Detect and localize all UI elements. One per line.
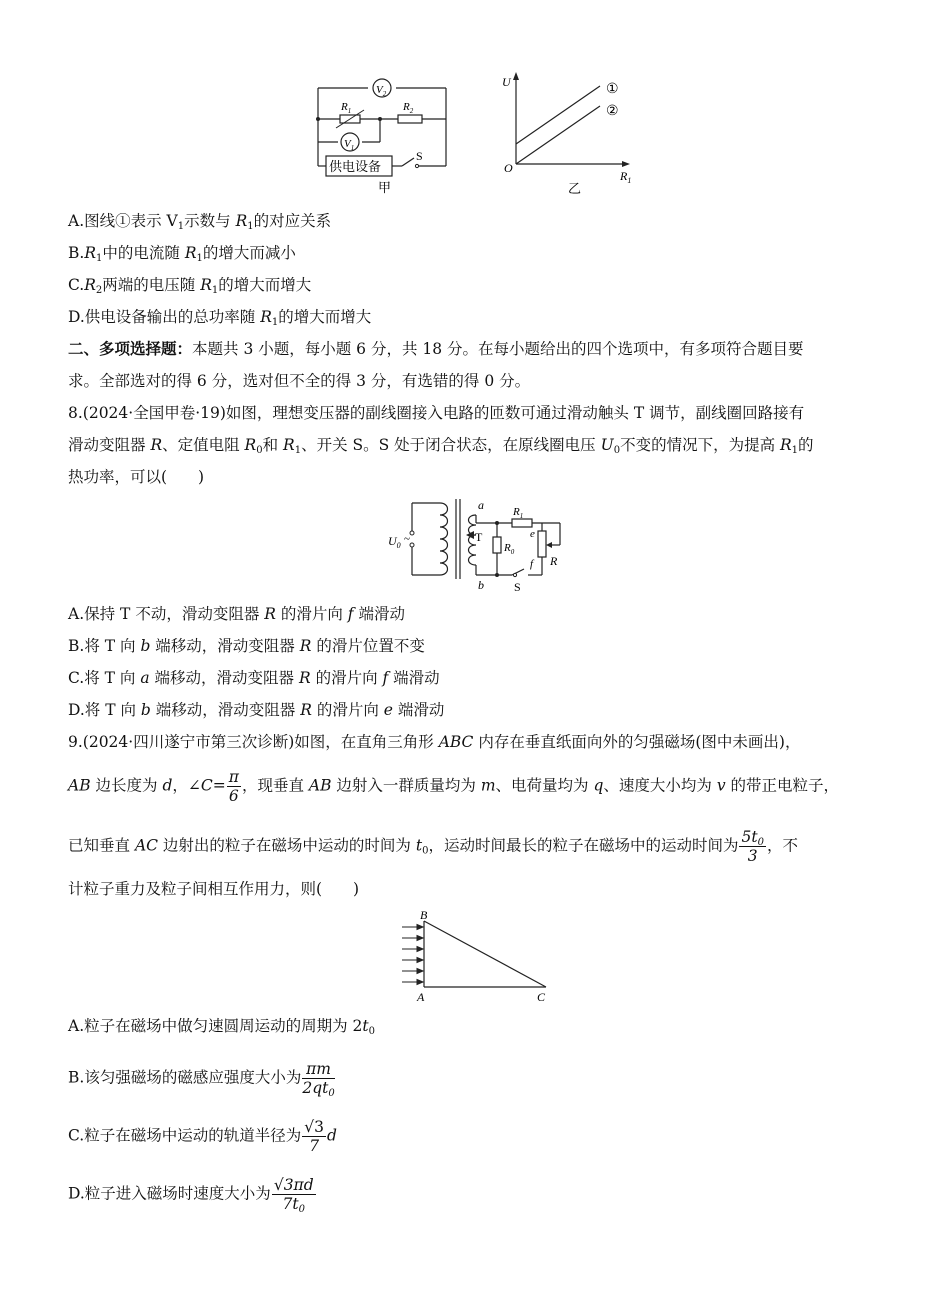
q9-option-a: A.粒子在磁场中做匀速圆周运动的周期为 $2t_0$ (68, 1017, 376, 1037)
q8-option-c: C.将 T 向 a 端移动，滑动变阻器 R 的滑片向 f 端滑动 (68, 669, 440, 687)
section2-intro-line1: 二、多项选择题：本题共 3 小题，每小题 6 分，共 18 分。在每小题给出的四个选项中，有多项符合题目要 (68, 339, 804, 358)
q9-option-c: C.粒子在磁场中运动的轨道半径为 $\frac{√3}{7}$ d (68, 1118, 337, 1155)
vertex-c-label: C (537, 990, 546, 1004)
b-label: b (478, 578, 484, 592)
q8-stem-line1: 8.(2024·全国甲卷·19)如图，理想变压器的副线圈接入电路的匝数可通过滑动触头 T 调节，副线圈回路接有 (68, 404, 805, 422)
a-label: a (478, 498, 484, 512)
q9-option-d: D.粒子进入磁场时速度大小为 $\frac{√3\pi d}{7t_0}$ (68, 1176, 314, 1215)
e-label: e (530, 528, 535, 540)
time-fraction: $\frac{5t_0}{3}$ (741, 828, 764, 865)
q7-option-b: $B.R_1$中的电流随 $R_1$的增大而减小 (68, 244, 296, 264)
b-fraction: $\frac{\pi m}{2qt_0}$ (302, 1060, 335, 1099)
axis-u-label: U (502, 75, 511, 89)
q8-stem-line2: 滑动变阻器 R、定值电阻 $R_0$和 $R_1$、开关 S。S 处于闭合状态，在原线圈电压 $U_0$不变的情况下，为提高 $R_1$的 (68, 436, 814, 456)
axis-r1-label: $R_1$ (620, 169, 632, 185)
vertex-b-label: B (420, 908, 428, 922)
line2-label: ② (606, 104, 619, 119)
svg-text:R1: $R_1$ (341, 101, 352, 115)
resistor-r0-icon (493, 537, 501, 553)
q9-stem-line1: 9.(2024·四川遂宁市第三次诊断)如图，在直角三角形 ABC 内存在垂直纸面向外的匀强磁场(图中未画出)， (68, 733, 801, 751)
q9-figure (0, 905, 950, 1015)
f-label: f (530, 558, 534, 570)
c-fraction: $\frac{√3}{7}$ (304, 1118, 324, 1155)
q8-option-b: B.将 T 向 b 端移动，滑动变阻器 R 的滑片位置不变 (68, 637, 425, 655)
caption-yi: 乙 (568, 181, 582, 196)
line1-label: ① (606, 82, 619, 97)
switch-label: S (416, 149, 423, 163)
q9-option-b: B.该匀强磁场的磁感应强度大小为 $\frac{\pi m}{2qt_0}$ (68, 1060, 335, 1099)
section2-title: 二、多项选择题： (68, 339, 193, 358)
svg-text:V1: $V_1$ (344, 138, 355, 152)
u0-label: $U_0$ (388, 534, 401, 550)
t-label: T (475, 530, 483, 544)
supply-label: 供电设备 (329, 159, 382, 174)
q9-stem-line4: 计粒子重力及粒子间相互作用力，则( ) (68, 880, 360, 898)
resistor-r2-icon (398, 115, 422, 123)
resistor-r1-icon (512, 519, 532, 527)
q9-stem-line3: 已知垂直 AC 边射出的粒子在磁场中运动的时间为 $t_0$，运动时间最长的粒子在磁场中的运动时间为 $\frac{5t_0}{3}$ ，不 (68, 828, 798, 865)
q8-figure (0, 495, 950, 605)
q7-option-a: A.图线①表示 $V_1$示数与 $R_1$的对应关系 (68, 212, 332, 232)
r-label: R (550, 554, 558, 568)
q7-figure (0, 0, 950, 200)
svg-text:R2: $R_2$ (403, 101, 414, 115)
vertex-a-label: A (417, 990, 425, 1004)
q9-stem-line2: AB 边长度为 d，∠C= $\frac{\pi}{6}$ ，现垂直 AB 边射入一群质量均为 m、电荷量均为 q、速度大小均为 v 的带正电粒子， (68, 768, 840, 805)
q7-option-d: D.供电设备输出的总功率随 $R_1$的增大而增大 (68, 308, 372, 328)
svg-text:R0: $R_0$ (504, 542, 515, 556)
svg-text:V2: $V_2$ (376, 84, 387, 98)
incoming-particle-arrows-icon (402, 925, 423, 985)
caption-jia: 甲 (378, 180, 392, 195)
ac-tilde: ~ (404, 533, 410, 545)
s-label: S (514, 580, 521, 594)
section2-intro-line2: 求。全部选对的得 6 分，选对但不全的得 3 分，有选错的得 0 分。 (68, 372, 531, 390)
svg-text:R1: $R_1$ (513, 506, 524, 520)
origin-label: O (504, 161, 513, 175)
d-fraction: $\frac{√3\pi d}{7t_0}$ (273, 1176, 314, 1215)
q8-option-d: D.将 T 向 b 端移动，滑动变阻器 R 的滑片向 e 端滑动 (68, 701, 445, 719)
q8-stem-line3: 热功率，可以( ) (68, 468, 205, 486)
q8-option-a: A.保持 T 不动，滑动变阻器 R 的滑片向 f 端滑动 (68, 605, 405, 623)
angle-fraction: $\frac{\pi}{6}$ (228, 768, 239, 805)
q7-option-c: $C.R_2$两端的电压随 $R_1$的增大而增大 (68, 276, 312, 296)
